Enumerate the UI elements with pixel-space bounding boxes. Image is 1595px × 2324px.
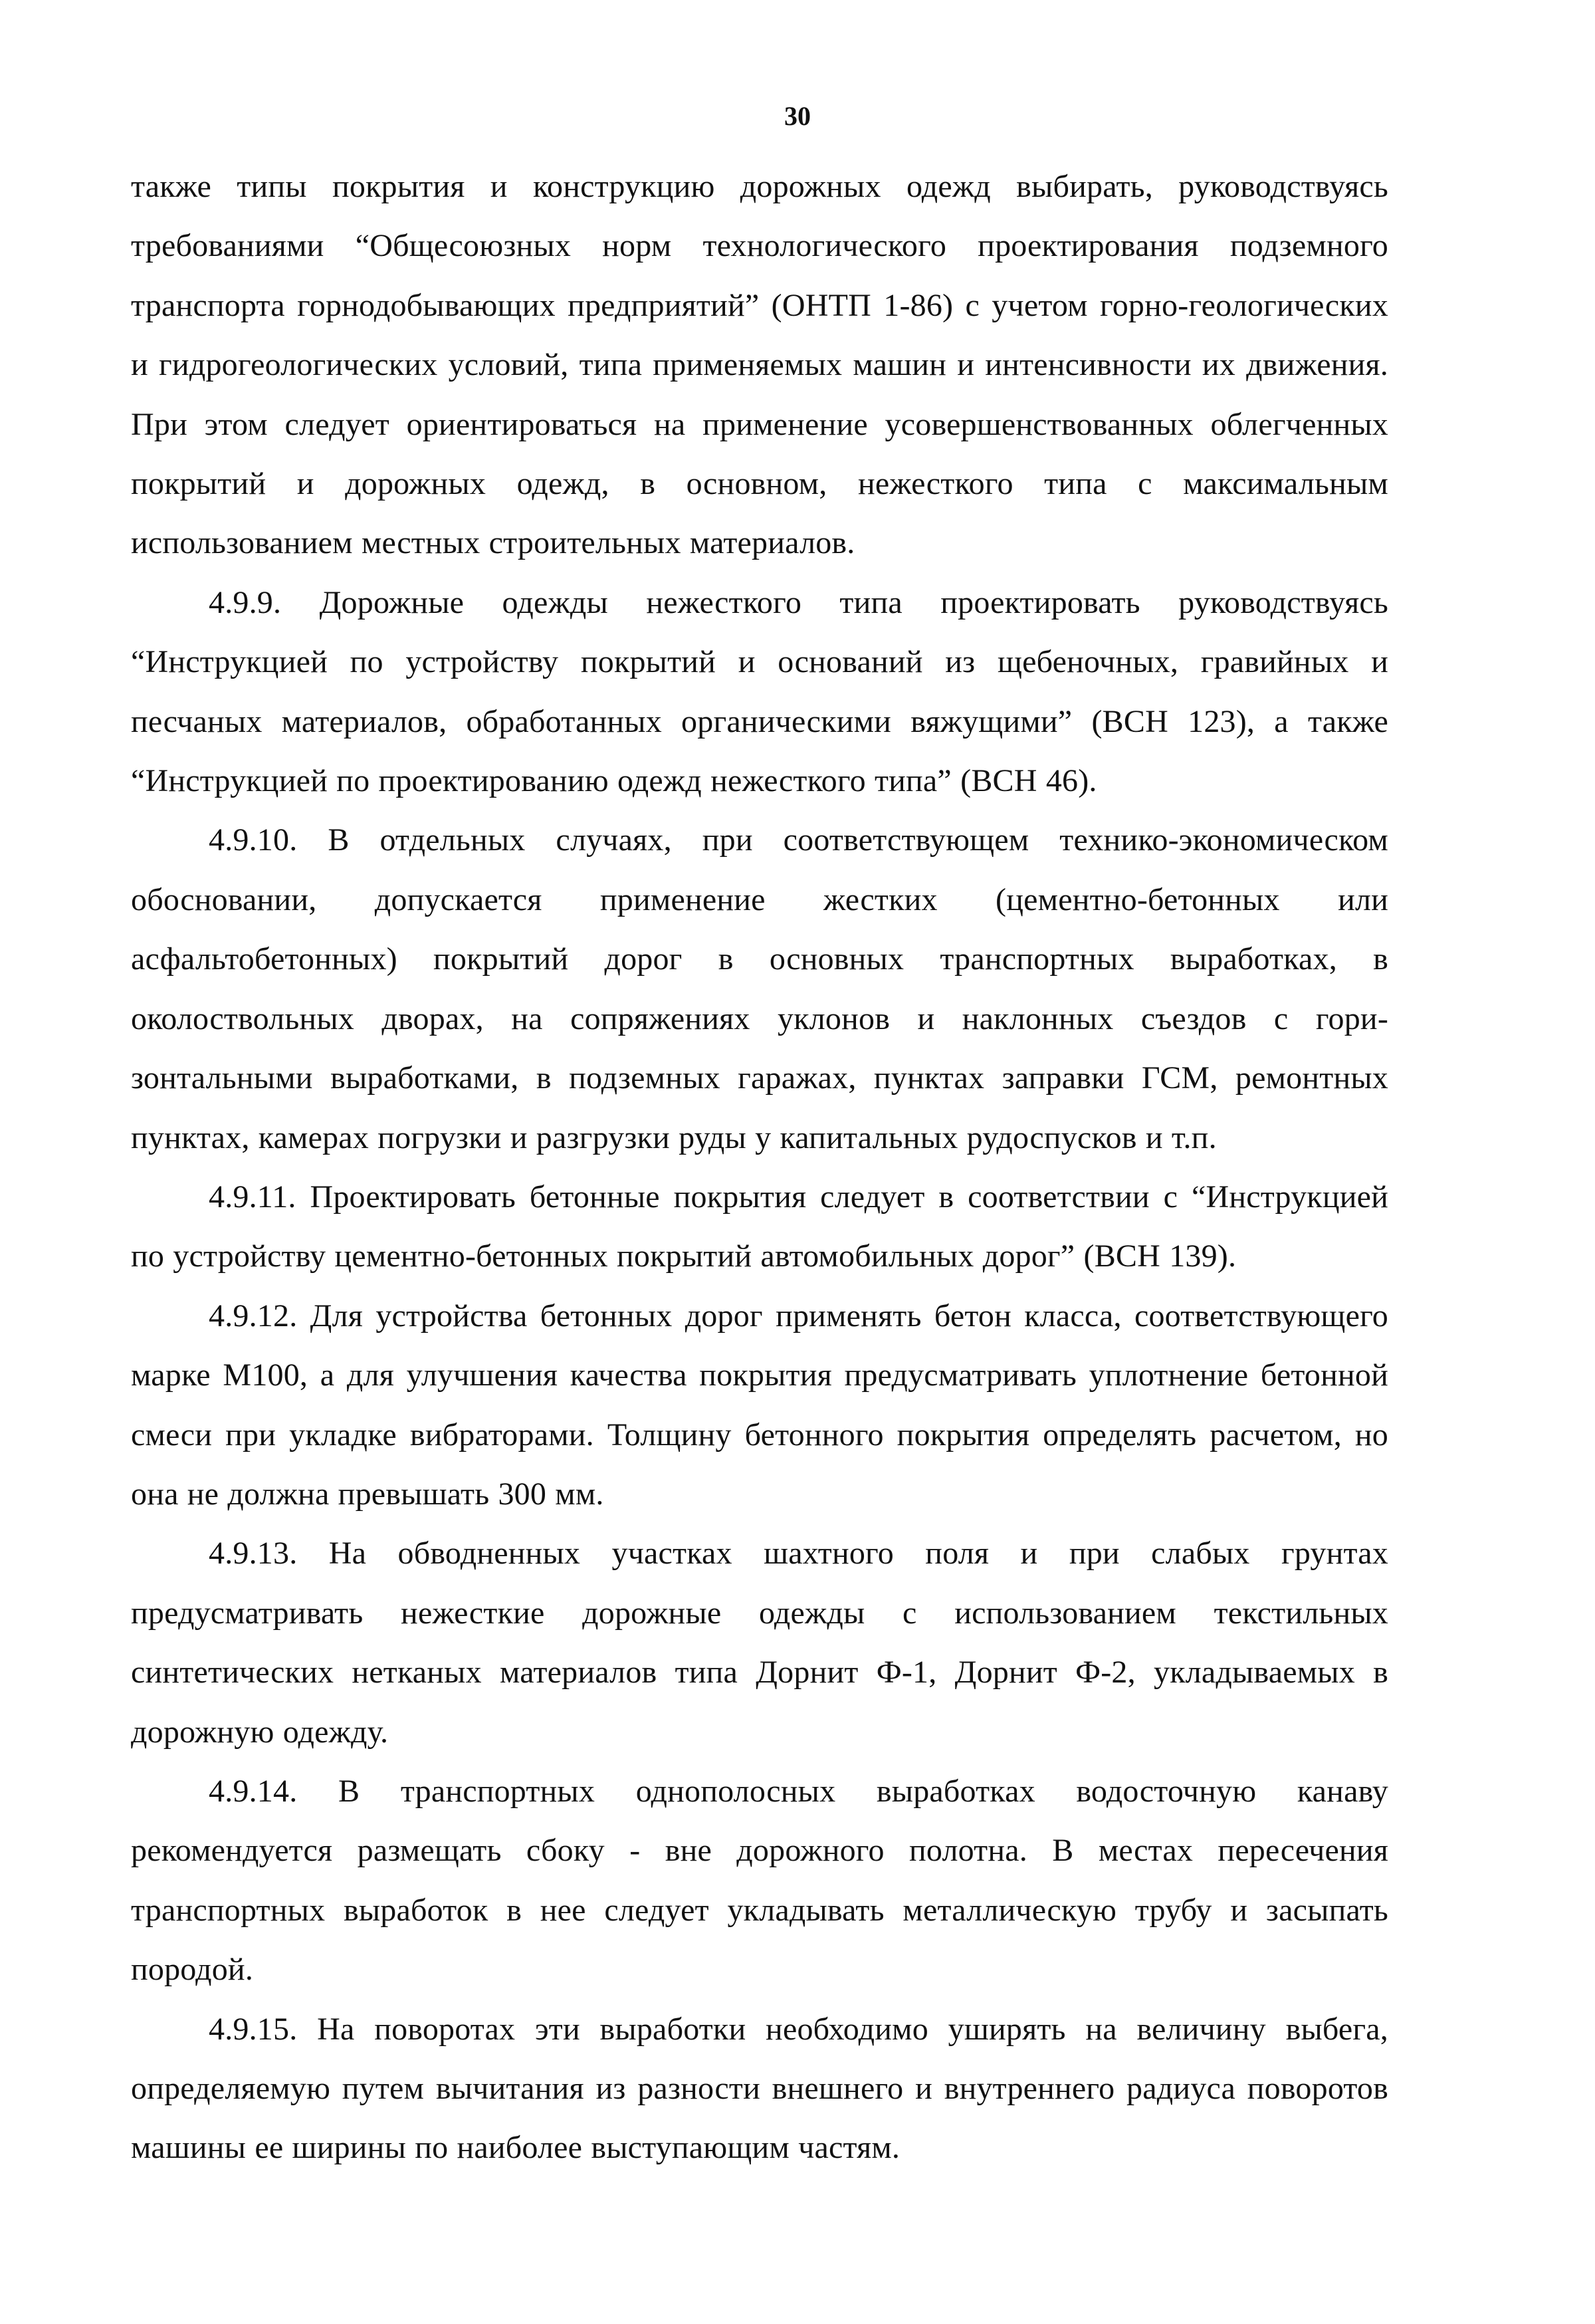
paragraph-4-9-15: 4.9.15. На поворотах эти выработки необходимо уширять на величину выбега, определяемую путем вычитания из разности внешнего и внутреннего радиуса поворотов машины ее ширины по наиболее выступающим частям.: [131, 2011, 1388, 2166]
paragraph-4-9-14: 4.9.14. В транспортных однополосных выработках водосточную канаву рекомендуется размещать сбоку - вне дорожного полотна. В местах пересечения транспортных выработок в нее следует укладывать металлическую трубу и засыпать породой.: [131, 1773, 1388, 1988]
paragraph-4-9-10: 4.9.10. В отдельных случаях, при соответствующем технико-экономическом обосновании, допускается применение жестких (цементно-бетонных или асфальтобетонных) покрытий дорог в основных транспортных выработках, в околоствольных дворах, на сопряжениях уклонов и наклонных съездов с гори-зонтальными выработками, в подземных гаражах, пунктах заправки ГСМ, ремонтных пунктах, камерах погрузки и разгрузки руды у капитальных рудоспусков и т.п.: [131, 822, 1388, 1155]
page-number: 30: [784, 101, 811, 131]
paragraph-continuation: также типы покрытия и конструкцию дорожных одежд выбирать, руководствуясь требованиями “Общесоюзных норм технологического проектирования подземного транспорта горнодобывающих предприятий” (ОНТП 1-86) с учетом горно-геологических и гидрогеологических условий, типа применяемых машин и интенсивности их движения. При этом следует ориентироваться на применение усовершенствованных облегченных покрытий и дорожных одежд, в основном, нежесткого типа с максимальным использованием местных строительных материалов.: [131, 169, 1388, 561]
document-body: [131, 157, 1388, 2178]
paragraph-4-9-11: 4.9.11. Проектировать бетонные покрытия следует в соответствии с “Инструкцией по устройству цементно-бетонных покрытий автомобильных дорог” (ВСН 139).: [131, 1179, 1388, 1274]
paragraph-4-9-9: 4.9.9. Дорожные одежды нежесткого типа проектировать руководствуясь “Инструкцией по устройству покрытий и оснований из щебеночных, гравийных и песчаных материалов, обработанных органическими вяжущими” (ВСН 123), а также “Инструкцией по проектированию одежд нежесткого типа” (ВСН 46).: [131, 584, 1388, 799]
paragraph-4-9-12: 4.9.12. Для устройства бетонных дорог применять бетон класса, соответствующего марке М100, а для улучшения качества покрытия предусматривать уплотнение бетонной смеси при укладке вибраторами. Толщину бетонного покрытия определять расчетом, но она не должна превышать 300 мм.: [131, 1298, 1388, 1512]
paragraph-4-9-13: 4.9.13. На обводненных участках шахтного поля и при слабых грунтах предусматривать нежесткие дорожные одежды с использованием текстильных синтетических нетканых материалов типа Дорнит Ф-1, Дорнит Ф-2, укладываемых в дорожную одежду.: [131, 1536, 1388, 1750]
